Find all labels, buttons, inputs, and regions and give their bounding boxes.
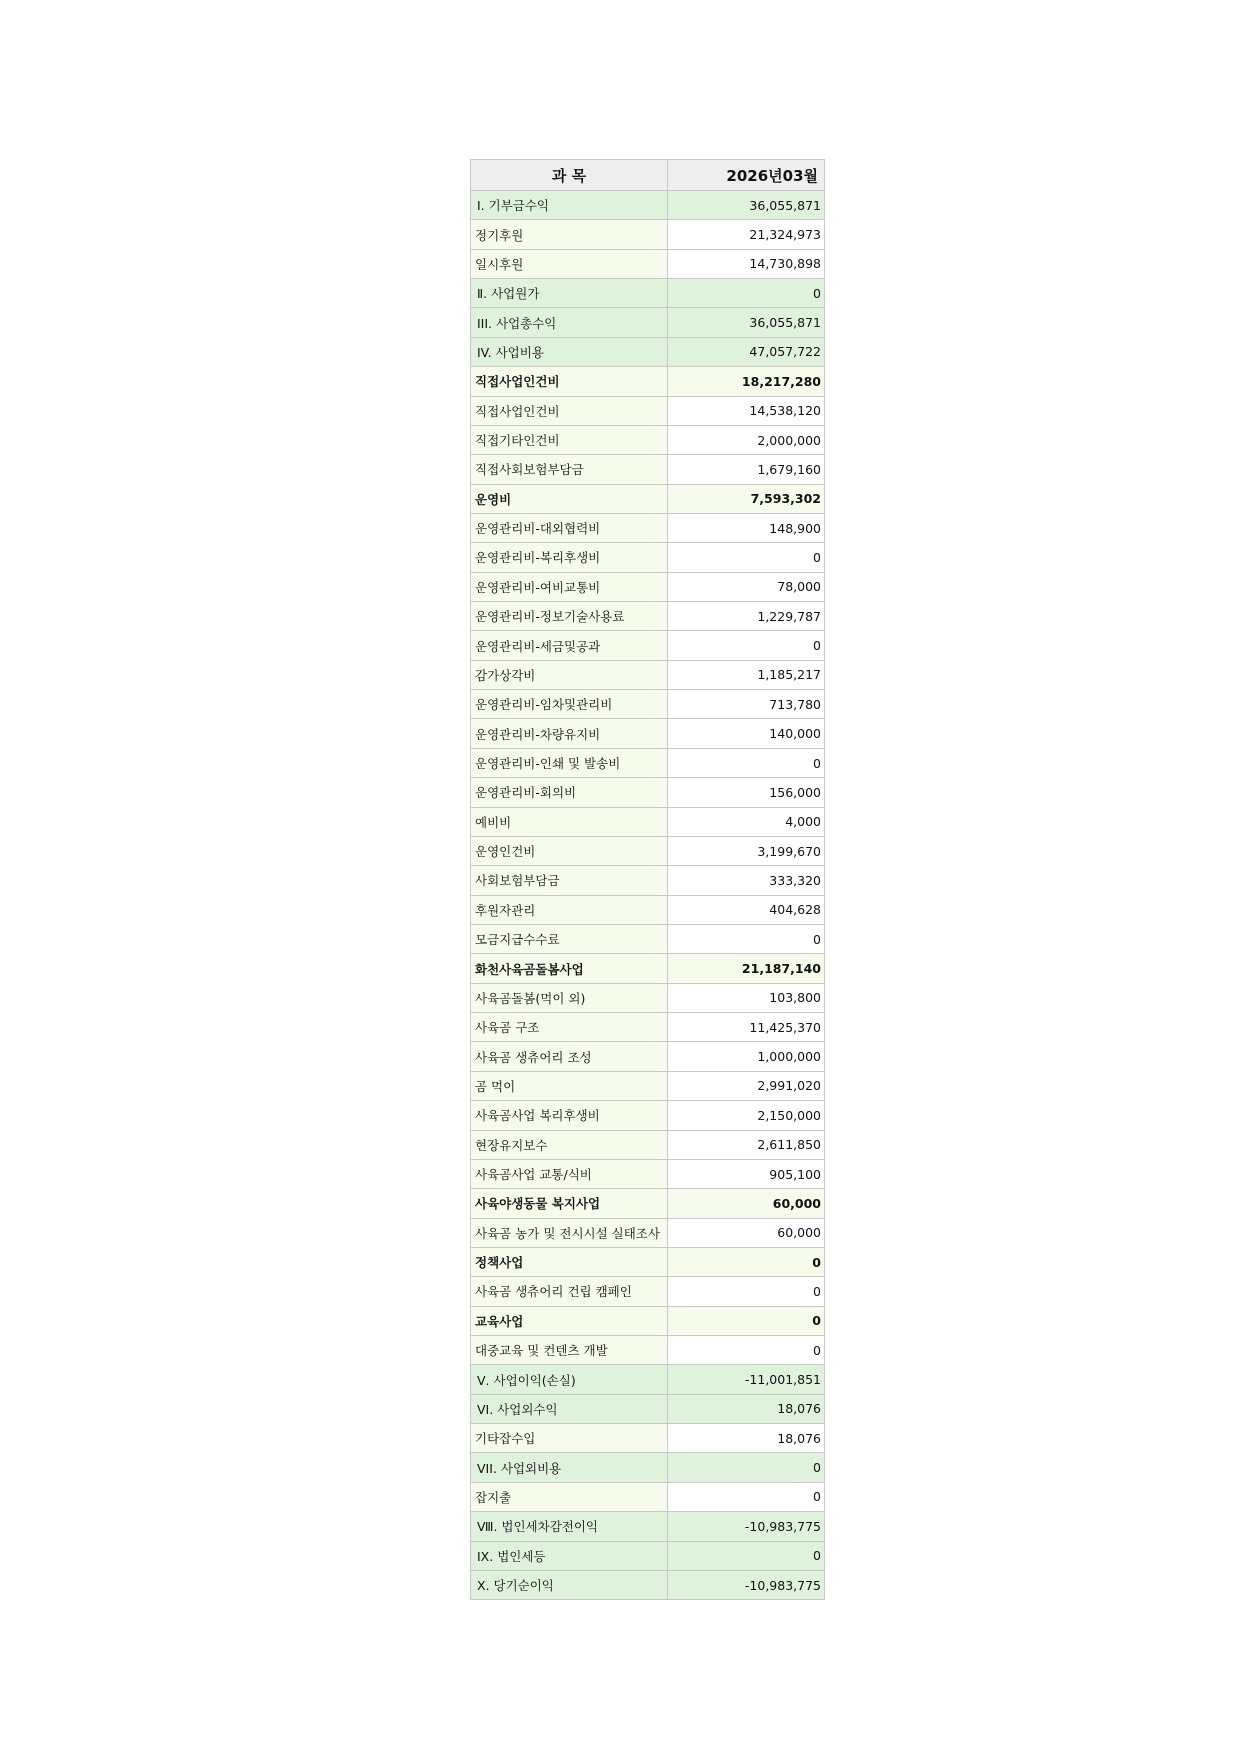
table-row: [471, 924, 825, 953]
account-label: Ⅱ. 사업원가: [471, 279, 668, 308]
account-amount: 0: [668, 1541, 825, 1570]
table-row: [471, 1071, 825, 1100]
table-row: [471, 1277, 825, 1306]
table-row: [471, 484, 825, 513]
account-label: 직접기타인건비: [471, 425, 668, 454]
income-statement-sheet: [470, 159, 825, 1600]
account-amount: 140,000: [668, 719, 825, 748]
table-row: [471, 748, 825, 777]
account-amount: 11,425,370: [668, 1013, 825, 1042]
table-row: [471, 543, 825, 572]
account-amount: 0: [668, 543, 825, 572]
account-label: 직접사업인건비: [471, 367, 668, 396]
account-amount: 36,055,871: [668, 308, 825, 337]
account-label: 교육사업: [471, 1306, 668, 1335]
table-row: [471, 455, 825, 484]
account-amount: 0: [668, 748, 825, 777]
account-amount: 1,229,787: [668, 602, 825, 631]
account-amount: 0: [668, 1336, 825, 1365]
account-amount: 18,076: [668, 1424, 825, 1453]
account-amount: 18,076: [668, 1394, 825, 1423]
account-amount: 713,780: [668, 690, 825, 719]
account-label: 사육곰 농가 및 전시시설 실태조사: [471, 1218, 668, 1247]
table-row: [471, 337, 825, 366]
table-row: [471, 895, 825, 924]
account-label: Ⅰ. 기부금수익: [471, 191, 668, 220]
table-row: [471, 572, 825, 601]
account-amount: 78,000: [668, 572, 825, 601]
account-amount: 7,593,302: [668, 484, 825, 513]
account-label: 정책사업: [471, 1247, 668, 1276]
account-amount: 333,320: [668, 866, 825, 895]
table-row: [471, 1042, 825, 1071]
account-label: IV. 사업비용: [471, 337, 668, 366]
account-label: Ⅴ. 사업이익(손실): [471, 1365, 668, 1394]
account-label: 운영관리비-차량유지비: [471, 719, 668, 748]
account-label: III. 사업총수익: [471, 308, 668, 337]
account-amount: 18,217,280: [668, 367, 825, 396]
account-label: 대중교육 및 컨텐츠 개발: [471, 1336, 668, 1365]
table-row: [471, 1336, 825, 1365]
table-row: [471, 396, 825, 425]
table-row: [471, 836, 825, 865]
table-row: [471, 660, 825, 689]
account-amount: 3,199,670: [668, 836, 825, 865]
table-row: [471, 1013, 825, 1042]
account-amount: 60,000: [668, 1189, 825, 1218]
account-amount: -10,983,775: [668, 1512, 825, 1541]
table-row: [471, 719, 825, 748]
account-amount: 0: [668, 631, 825, 660]
account-label: Ⅷ. 법인세차감전이익: [471, 1512, 668, 1541]
account-label: 운영관리비-회의비: [471, 778, 668, 807]
table-row: [471, 367, 825, 396]
account-amount: 0: [668, 1277, 825, 1306]
income-statement-table: [470, 159, 825, 1600]
account-amount: 4,000: [668, 807, 825, 836]
account-label: 운영비: [471, 484, 668, 513]
account-amount: 1,679,160: [668, 455, 825, 484]
account-label: 운영관리비-임차및관리비: [471, 690, 668, 719]
table-row: [471, 249, 825, 278]
account-amount: 14,730,898: [668, 249, 825, 278]
account-label: Ⅹ. 당기순이익: [471, 1570, 668, 1599]
account-label: 운영관리비-인쇄 및 발송비: [471, 748, 668, 777]
account-label: 운영관리비-세금및공과: [471, 631, 668, 660]
table-row: [471, 807, 825, 836]
account-label: 운영인건비: [471, 836, 668, 865]
account-amount: 0: [668, 1247, 825, 1276]
table-row: [471, 1130, 825, 1159]
header-period: 2026년03월: [668, 160, 825, 191]
account-label: 예비비: [471, 807, 668, 836]
account-label: 화천사육곰돌봄사업: [471, 954, 668, 983]
account-label: 사육곰사업 복리후생비: [471, 1101, 668, 1130]
account-label: 운영관리비-정보기술사용료: [471, 602, 668, 631]
table-row: [471, 1189, 825, 1218]
account-amount: 156,000: [668, 778, 825, 807]
header-row: [471, 160, 825, 191]
table-row: [471, 602, 825, 631]
account-label: 사육곰돌봄(먹이 외): [471, 983, 668, 1012]
table-row: [471, 1424, 825, 1453]
table-row: [471, 1453, 825, 1482]
table-row: [471, 954, 825, 983]
account-label: 사육곰 생츄어리 조성: [471, 1042, 668, 1071]
account-amount: 2,991,020: [668, 1071, 825, 1100]
table-row: [471, 866, 825, 895]
account-label: 모금지급수수료: [471, 924, 668, 953]
table-row: [471, 1570, 825, 1599]
table-row: [471, 1159, 825, 1188]
account-label: 사육곰 구조: [471, 1013, 668, 1042]
account-amount: 0: [668, 1482, 825, 1511]
account-label: IX. 법인세등: [471, 1541, 668, 1570]
account-label: VII. 사업외비용: [471, 1453, 668, 1482]
account-label: 운영관리비-여비교통비: [471, 572, 668, 601]
account-label: 직접사회보험부담금: [471, 455, 668, 484]
table-row: [471, 1541, 825, 1570]
table-row: [471, 279, 825, 308]
account-label: 운영관리비-대외협력비: [471, 513, 668, 542]
account-amount: 0: [668, 279, 825, 308]
table-row: [471, 983, 825, 1012]
account-amount: 0: [668, 1306, 825, 1335]
account-amount: 36,055,871: [668, 191, 825, 220]
account-amount: 47,057,722: [668, 337, 825, 366]
account-amount: 905,100: [668, 1159, 825, 1188]
account-amount: 0: [668, 1453, 825, 1482]
account-label: 직접사업인건비: [471, 396, 668, 425]
table-row: [471, 513, 825, 542]
account-amount: 2,611,850: [668, 1130, 825, 1159]
account-amount: 1,000,000: [668, 1042, 825, 1071]
account-label: 기타잡수입: [471, 1424, 668, 1453]
header-subject: 과 목: [471, 160, 668, 191]
account-label: 정기후원: [471, 220, 668, 249]
account-amount: -11,001,851: [668, 1365, 825, 1394]
account-label: 사육곰사업 교통/식비: [471, 1159, 668, 1188]
account-label: 사육야생동물 복지사업: [471, 1189, 668, 1218]
account-label: 현장유지보수: [471, 1130, 668, 1159]
account-label: 일시후원: [471, 249, 668, 278]
account-amount: 21,187,140: [668, 954, 825, 983]
account-label: 운영관리비-복리후생비: [471, 543, 668, 572]
table-row: [471, 1512, 825, 1541]
table-row: [471, 425, 825, 454]
table-row: [471, 1101, 825, 1130]
account-amount: -10,983,775: [668, 1570, 825, 1599]
account-amount: 404,628: [668, 895, 825, 924]
account-amount: 14,538,120: [668, 396, 825, 425]
table-row: [471, 308, 825, 337]
account-amount: 1,185,217: [668, 660, 825, 689]
table-row: [471, 1306, 825, 1335]
table-row: [471, 690, 825, 719]
account-label: 후원자관리: [471, 895, 668, 924]
account-label: 사육곰 생츄어리 건립 캠페인: [471, 1277, 668, 1306]
table-row: [471, 778, 825, 807]
table-body: [471, 191, 825, 1600]
account-amount: 2,150,000: [668, 1101, 825, 1130]
account-label: 감가상각비: [471, 660, 668, 689]
account-label: 곰 먹이: [471, 1071, 668, 1100]
account-amount: 103,800: [668, 983, 825, 1012]
table-row: [471, 1247, 825, 1276]
account-amount: 148,900: [668, 513, 825, 542]
account-label: 사회보험부담금: [471, 866, 668, 895]
account-amount: 2,000,000: [668, 425, 825, 454]
table-row: [471, 1394, 825, 1423]
account-label: VI. 사업외수익: [471, 1394, 668, 1423]
account-label: 잡지출: [471, 1482, 668, 1511]
account-amount: 0: [668, 924, 825, 953]
table-row: [471, 631, 825, 660]
table-row: [471, 1482, 825, 1511]
table-row: [471, 191, 825, 220]
table-row: [471, 1365, 825, 1394]
table-row: [471, 220, 825, 249]
account-amount: 21,324,973: [668, 220, 825, 249]
account-amount: 60,000: [668, 1218, 825, 1247]
table-row: [471, 1218, 825, 1247]
